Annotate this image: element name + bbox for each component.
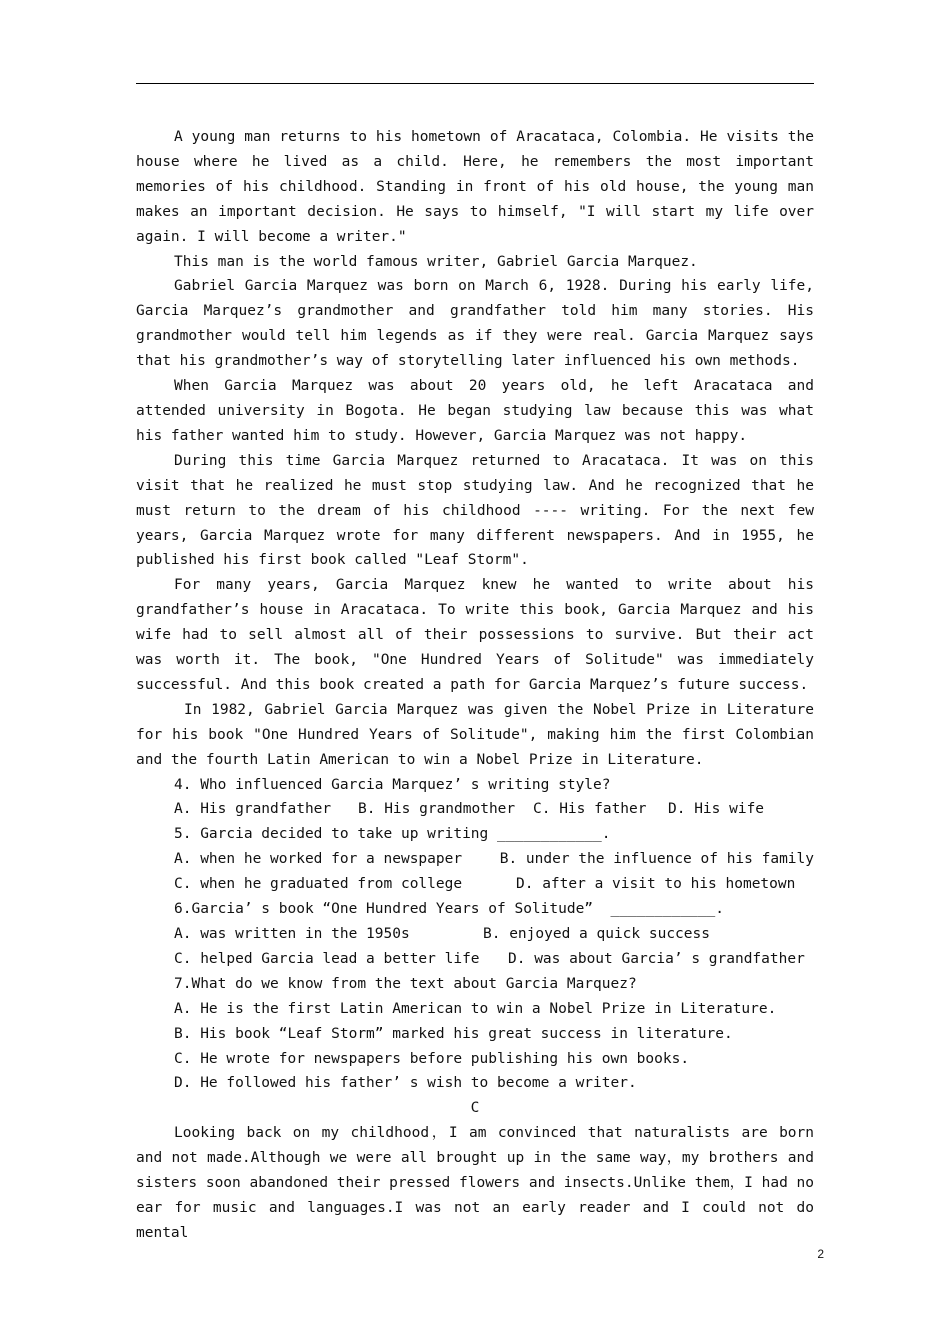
passage-c-paragraph: Looking back on my childhood，I am convinced that naturalists are born and not made.Although we were all brought up in the same way，my brothers and sisters soon abandoned their pressed flowers and insects.Unlike them，I had no ear for music and languages.I was not an early reader and I could not do mental (136, 1125, 814, 1241)
question-5-option-b: B. under the influence of his family (499, 851, 814, 868)
question-7-option-d: D. He followed his father’ s wish to become a writer. (174, 1075, 637, 1092)
question-6-stem: 6.Garcia’ s book “One Hundred Years of Solitude” ____________. (174, 901, 724, 918)
question-6-options-row-2 (136, 947, 814, 972)
question-4-options (136, 797, 814, 822)
passage-b-paragraph-5: During this time Garcia Marquez returned to Aracataca. It was on this visit that he realized he must stop studying law. And he recognized that he must return to the dream of his childhood ---- writing. For the next few years, Garcia Marquez wrote for many different newspapers. And in 1955, he published his first book called "Leaf Storm". (136, 452, 814, 569)
question-4-stem: 4. Who influenced Garcia Marquez’ s writing style? (174, 776, 611, 793)
question-4-option-b: B. His grandmother (358, 801, 516, 818)
question-5-option-a: A. when he worked for a newspaper (174, 851, 463, 868)
question-4-option-c: C. His father (533, 801, 647, 818)
passage-b-paragraph-6: For many years, Garcia Marquez knew he wanted to write about his grandfather’s house in Aracataca. To write this book, Garcia Marquez and his wife had to sell almost all of their possessions to survive. But their act was worth it. The book, "One Hundred Years of Solitude" was immediately successful. And this book created a path for Garcia Marquez’s future success. (136, 577, 814, 693)
page-content (136, 125, 814, 1246)
question-7-stem: 7.What do we know from the text about Garcia Marquez? (174, 975, 637, 992)
passage-b-paragraph-4: When Garcia Marquez was about 20 years old, he left Aracataca and attended university in Bogota. He began studying law because this was what his father wanted him to study. However, Garcia Marquez was not happy. (136, 378, 814, 444)
question-5-options-row-2 (136, 872, 814, 897)
passage-b-paragraph-1: A young man returns to his hometown of Aracataca, Colombia. He visits the house where he lived as a child. Here, he remembers the most important memories of his childhood. Standing in front of his old house, the young man makes an important decision. He says to himself, "I will start my life over again. I will become a writer." (136, 129, 814, 245)
question-7-option-b: B. His book “Leaf Storm” marked his great success in literature. (174, 1025, 733, 1042)
question-6-options-row-1 (136, 922, 814, 947)
question-5-option-d: D. after a visit to his hometown (516, 876, 796, 893)
question-7-option-c: C. He wrote for newspapers before publishing his own books. (174, 1050, 690, 1067)
question-6-option-a: A. was written in the 1950s (174, 926, 410, 942)
question-6-option-d: D. was about Garcia’ s grandfather (508, 950, 805, 967)
question-5-stem: 5. Garcia decided to take up writing ____________. (174, 826, 611, 843)
question-4-option-a: A. His grandfather (174, 801, 332, 818)
passage-c-heading: C (470, 1100, 480, 1117)
passage-b-paragraph-3: Gabriel Garcia Marquez was born on March 6, 1928. During his early life, Garcia Marquez’s grandmother and grandfather told him many stories. His grandmother would tell him legends as if they were real. Garcia Marquez says that his grandmother’s way of storytelling later influenced his own methods. (136, 278, 814, 370)
question-5-options-row-1 (136, 847, 814, 872)
question-4-option-d: D. His wife (668, 801, 765, 818)
question-7-option-a: A. He is the first Latin American to win a Nobel Prize in Literature. (174, 1000, 777, 1017)
page-number: 2 (817, 1247, 824, 1261)
question-5-option-c: C. when he graduated from college (174, 876, 463, 893)
passage-b-paragraph-2: This man is the world famous writer, Gabriel Garcia Marquez. (174, 253, 698, 270)
header-rule (136, 83, 814, 84)
question-6-option-b: B. enjoyed a quick success (483, 926, 710, 942)
passage-b-paragraph-7: In 1982, Gabriel Garcia Marquez was given the Nobel Prize in Literature for his book "One Hundred Years of Solitude", making him the first Colombian and the fourth Latin American to win a Nobel Prize in Literature. (136, 701, 814, 768)
question-6-option-c: C. helped Garcia lead a better life (174, 950, 480, 967)
